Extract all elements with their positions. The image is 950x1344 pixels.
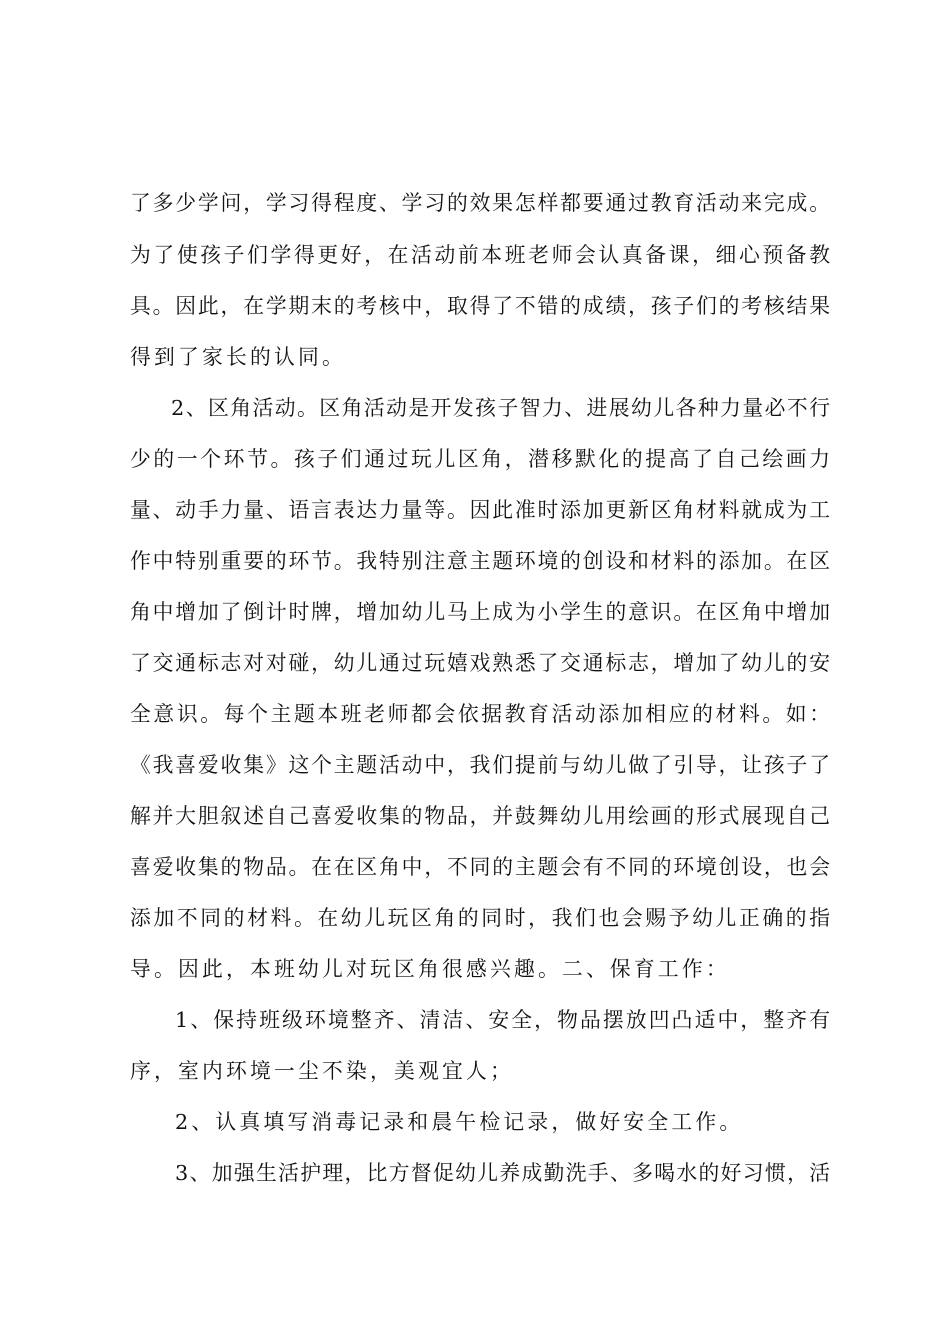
- text-line: 角中增加了倒计时牌，增加幼儿马上成为小学生的意识。在区角中增加: [130, 600, 830, 624]
- text-line: 序，室内环境一尘不染，美观宜人；: [130, 1059, 514, 1083]
- text-line: 喜爱收集的物品。在在区角中，不同的主题会有不同的环境创设，也会: [130, 855, 830, 879]
- text-line: 导。因此，本班幼儿对玩区角很感兴趣。二、保育工作：: [130, 957, 730, 981]
- text-line: 得到了家长的认同。: [130, 345, 346, 369]
- text-line: 量、动手力量、语言表达力量等。因此准时添加更新区角材料就成为工: [130, 498, 830, 522]
- text-line: 2、认真填写消毒记录和晨午检记录，做好安全工作。: [175, 1110, 744, 1134]
- text-line: 添加不同的材料。在幼儿玩区角的同时，我们也会赐予幼儿正确的指: [130, 906, 830, 930]
- text-line: 《我喜爱收集》这个主题活动中，我们提前与幼儿做了引导，让孩子了: [130, 753, 830, 777]
- text-line: 解并大胆叙述自己喜爱收集的物品，并鼓舞幼儿用绘画的形式展现自己: [130, 804, 830, 828]
- text-line: 具。因此，在学期末的考核中，取得了不错的成绩，孩子们的考核结果: [130, 294, 830, 318]
- text-line: 了多少学问，学习得程度、学习的效果怎样都要通过教育活动来完成。: [130, 191, 830, 215]
- text-line: 少的一个环节。孩子们通过玩儿区角，潜移默化的提高了自己绘画力: [130, 447, 830, 471]
- text-line: 作中特别重要的环节。我特别注意主题环境的创设和材料的添加。在区: [130, 549, 830, 573]
- text-line: 了交通标志对对碰，幼儿通过玩嬉戏熟悉了交通标志，增加了幼儿的安: [130, 651, 830, 675]
- text-line: 3、加强生活护理，比方督促幼儿养成勤洗手、多喝水的好习惯，活: [175, 1161, 830, 1185]
- text-line: 全意识。每个主题本班老师都会依据教育活动添加相应的材料。如：: [130, 702, 830, 726]
- text-line: 1、保持班级环境整齐、清洁、安全，物品摆放凹凸适中，整齐有: [175, 1008, 830, 1032]
- text-line: 2、区角活动。区角活动是开发孩子智力、进展幼儿各种力量必不行: [171, 396, 830, 420]
- text-line: 为了使孩子们学得更好，在活动前本班老师会认真备课，细心预备教: [130, 243, 830, 267]
